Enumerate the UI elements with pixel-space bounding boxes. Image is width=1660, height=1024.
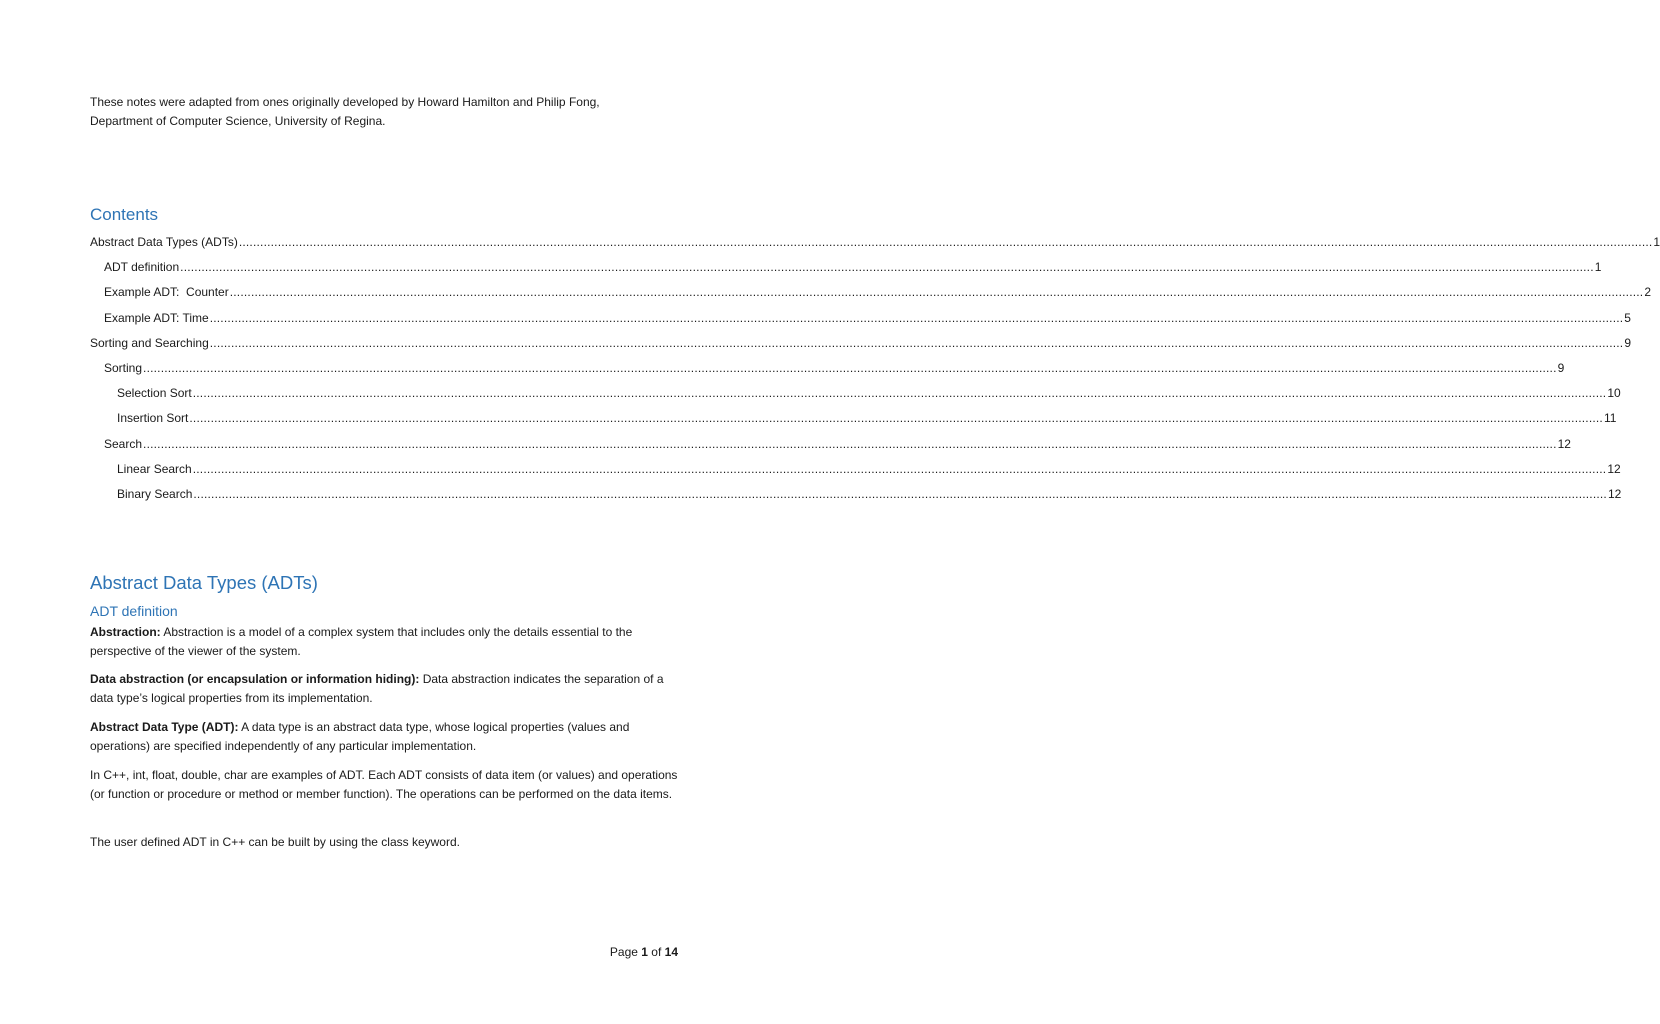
paragraph-cpp-adt: In C++, int, float, double, char are examples of ADT. Each ADT consists of data item (or values) and operations (or function or procedure or method or member function). The operations can be performed on the data items. [90, 768, 678, 801]
toc-dot-leader: ................................................................................................................................................................................................................................................................................................................................................................................................................ [238, 235, 1653, 249]
paragraph-class-keyword: The user defined ADT in C++ can be built by using the class keyword. [90, 835, 460, 849]
toc-entry-page: 1 [1594, 260, 1602, 275]
toc-entry-title: Insertion Sort [117, 411, 189, 426]
toc-entry-title: Sorting [104, 361, 143, 375]
toc-entry-title: Example ADT: Counter [104, 285, 229, 300]
toc-entry[interactable] [90, 331, 1632, 351]
term-abstraction: Abstraction: [90, 625, 161, 639]
toc-dot-leader: ................................................................................................................................................................................................................................................................................................................................................................................................................ [180, 260, 1594, 275]
toc-entry[interactable] [90, 356, 1565, 376]
toc-dot-leader: ................................................................................................................................................................................................................................................................................................................................................................................................................ [143, 361, 1557, 375]
toc-entry-title: ADT definition [104, 260, 180, 275]
term-data-abstraction: Data abstraction (or encapsulation or information hiding): [90, 672, 420, 686]
toc-entry-page: 12 [1557, 436, 1571, 451]
toc-entry[interactable] [90, 255, 1602, 275]
contents-heading: Contents [90, 205, 159, 224]
toc-entry-title: Binary Search [117, 487, 193, 501]
toc-dot-leader: ................................................................................................................................................................................................................................................................................................................................................................................................................ [209, 335, 1624, 350]
toc-entry-page: 11 [1603, 411, 1617, 426]
toc-entry-page: 10 [1607, 386, 1621, 401]
paragraph-data-abstraction [90, 670, 682, 708]
toc-entry[interactable] [90, 381, 1621, 401]
toc-entry-page: 12 [1607, 487, 1622, 501]
toc-entry[interactable] [90, 482, 1622, 502]
toc-entry-title: Sorting and Searching [90, 335, 209, 350]
toc-entry[interactable] [90, 406, 1617, 426]
intro-line-2: Department of Computer Science, University of Regina. [90, 114, 386, 128]
intro-note [90, 93, 690, 131]
footer-of-word: of [647, 945, 665, 959]
term-adt: Abstract Data Type (ADT): [90, 720, 239, 734]
toc-dot-leader: ................................................................................................................................................................................................................................................................................................................................................................................................................ [209, 310, 1624, 325]
toc-dot-leader: ................................................................................................................................................................................................................................................................................................................................................................................................................ [193, 487, 1607, 501]
subsection-heading: ADT definition [90, 603, 178, 619]
toc-entry-title: Abstract Data Types (ADTs) [90, 235, 238, 249]
toc-dot-leader: ................................................................................................................................................................................................................................................................................................................................................................................................................ [189, 411, 1603, 426]
toc-entry[interactable] [90, 280, 1652, 300]
paragraph-abstraction [90, 623, 682, 661]
toc-entry[interactable] [90, 432, 1571, 452]
toc-entry-page: 12 [1607, 461, 1621, 476]
toc-entry[interactable] [90, 230, 1660, 250]
toc-entry-page: 1 [1653, 235, 1660, 249]
toc-dot-leader: ................................................................................................................................................................................................................................................................................................................................................................................................................ [192, 461, 1607, 476]
toc-entry-page: 2 [1644, 285, 1652, 300]
toc-entry-page: 9 [1624, 335, 1632, 350]
intro-line-1: These notes were adapted from ones originally developed by Howard Hamilton and Philip Fong, [90, 95, 600, 109]
toc-entry-title: Search [104, 436, 143, 451]
footer-page-total: 14 [664, 945, 678, 959]
toc-dot-leader: ................................................................................................................................................................................................................................................................................................................................................................................................................ [143, 436, 1557, 451]
toc-dot-leader: ................................................................................................................................................................................................................................................................................................................................................................................................................ [192, 386, 1607, 401]
toc-entry-page: 9 [1557, 361, 1565, 375]
footer-page-word: Page [609, 945, 642, 959]
toc-dot-leader: ................................................................................................................................................................................................................................................................................................................................................................................................................ [229, 285, 1644, 300]
toc-entry-title: Linear Search [117, 461, 192, 476]
toc-entry-page: 5 [1624, 310, 1631, 325]
text-data-abstraction: Data abstraction indicates the separation of a data type’s logical properties from its implementation. [90, 672, 664, 705]
text-adt: A data type is an abstract data type, whose logical properties (values and operations) are specified independently of any particular implementation. [90, 720, 630, 753]
toc-entry-title: Example ADT: Time [104, 310, 209, 325]
footer-page-number: 1 [641, 945, 648, 959]
section-heading: Abstract Data Types (ADTs) [90, 572, 318, 593]
toc-entry[interactable] [90, 457, 1621, 477]
text-abstraction: Abstraction is a model of a complex system that includes only the details essential to the perspective of the viewer of the system. [90, 625, 633, 658]
toc-entry-title: Selection Sort [117, 386, 192, 401]
toc-entry[interactable] [90, 306, 1631, 326]
page-footer [610, 944, 678, 960]
paragraph-adt [90, 718, 682, 756]
